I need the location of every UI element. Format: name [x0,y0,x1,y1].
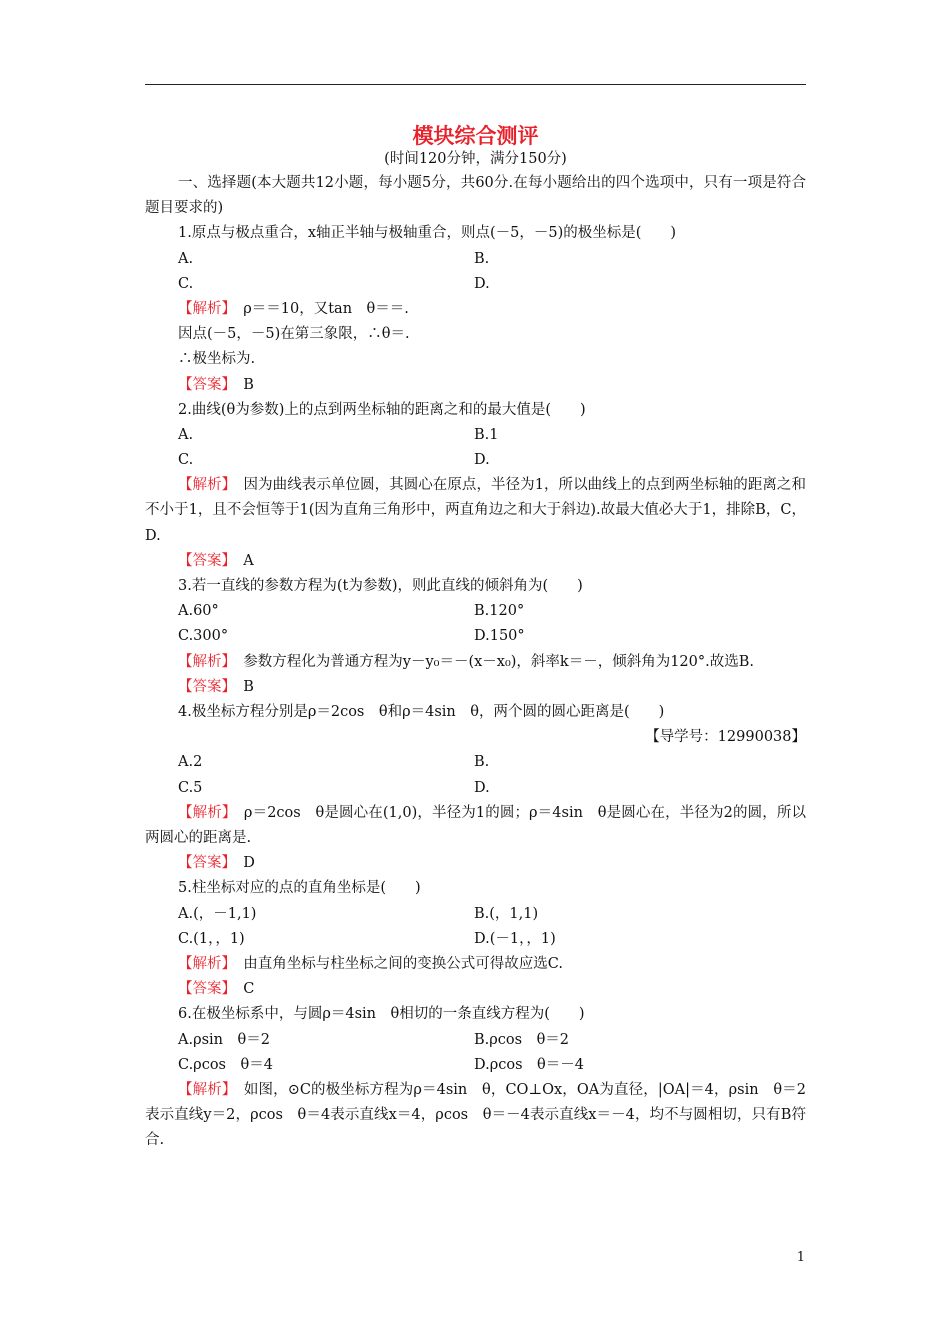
analysis-text: ρ＝2cos θ是圆心在(1,0)，半径为1的圆；ρ＝4sin θ是圆心在，半径为2的圆，所以两圆心的距离是. [145,804,807,846]
question-4-stem: 4.极坐标方程分别是ρ＝2cos θ和ρ＝4sin θ，两个圆的圆心距离是( ) [178,704,665,721]
question-5-analysis [145,952,806,977]
answer-value: B [243,376,254,393]
question-2-answer [145,549,806,574]
answer-value: C [243,981,255,998]
question-6-options-row-1 [145,1028,806,1053]
question-1-stem: 1.原点与极点重合，x轴正半轴与极轴重合，则点(－5，－5)的极坐标是( ) [178,225,677,242]
question-2-stem: 2.曲线(θ为参数)上的点到两坐标轴的距离之和的最大值是( ) [178,401,586,418]
option-c: C. [178,275,194,292]
question-3-options-row-2 [145,624,806,649]
analysis-text: 因为曲线表示单位圆，其圆心在原点，半径为1，所以曲线上的点到两坐标轴的距离之和不小于1，且不会恒等于1(因为直角三角形中，两直角边之和大于斜边).故最大值必大于1，排除B，C，D. [145,477,806,544]
question-1-analysis [145,297,806,322]
question-3-options-row-1 [145,599,806,624]
analysis-text: 由直角坐标与柱坐标之间的变换公式可得故应选C. [243,955,563,972]
analysis-text: ρ＝＝10，又tan θ＝＝. [243,300,409,317]
question-2-options-row-1 [145,423,806,448]
option-a: A. [178,426,194,443]
answer-tag: 【答案】 [178,678,229,695]
option-a: A. [178,250,194,267]
analysis-tag: 【解析】 [178,653,229,670]
option-a: A.60° [178,603,219,620]
answer-tag: 【答案】 [178,855,229,872]
option-c: C. [178,452,194,469]
option-d: D.(－1，，1) [474,930,556,947]
question-3-stem: 3.若一直线的参数方程为(t为参数)，则此直线的倾斜角为( ) [178,578,583,595]
option-c: C.ρcos θ＝4 [178,1056,273,1073]
option-a: A.2 [178,754,203,771]
question-1-analysis-line-3: ∴极坐标为. [178,351,256,368]
analysis-tag: 【解析】 [178,1081,230,1098]
option-a: A.ρsin θ＝2 [178,1031,270,1048]
option-d: D. [474,275,490,292]
answer-value: B [243,678,254,695]
option-b: B.(，1,1) [474,905,539,922]
option-b: B.1 [474,426,499,443]
page-number: 1 [796,1250,805,1265]
question-6-options-row-2 [145,1053,806,1078]
document-body [145,123,806,1153]
question-3-answer [145,675,806,700]
question-5-options-row-1 [145,902,806,927]
question-6-analysis [145,1078,806,1154]
answer-value: A [243,552,254,569]
question-5-stem: 5.柱坐标对应的点的直角坐标是( ) [178,880,421,897]
answer-tag: 【答案】 [178,552,229,569]
question-1-answer [145,373,806,398]
analysis-text: 参数方程化为普通方程为y－y₀＝－(x－x₀)，斜率k＝－，倾斜角为120°.故选B. [243,653,755,670]
page-subtitle: (时间120分钟，满分150分) [384,151,567,167]
option-b: B. [474,250,490,267]
option-c: C.5 [178,779,203,796]
answer-tag: 【答案】 [178,376,229,393]
option-d: D. [474,452,490,469]
question-4-answer [145,851,806,876]
question-2-analysis [145,473,806,549]
option-b: B.ρcos θ＝2 [474,1031,570,1048]
header-rule [145,84,806,85]
question-3-analysis [145,650,806,675]
question-4-options-row-1 [145,750,806,775]
option-c: C.300° [178,628,229,645]
analysis-tag: 【解析】 [178,955,229,972]
question-6-stem: 6.在极坐标系中，与圆ρ＝4sin θ相切的一条直线方程为( ) [178,1006,585,1023]
question-5-options-row-2 [145,927,806,952]
option-b: B.120° [474,603,525,620]
analysis-tag: 【解析】 [178,804,230,821]
question-2-options-row-2 [145,448,806,473]
option-a: A.(，－1,1) [178,905,257,922]
question-1-analysis-line-2: 因点(－5，－5)在第三象限，∴θ＝. [178,326,410,343]
option-b: B. [474,754,490,771]
option-d: D.150° [474,628,525,645]
analysis-tag: 【解析】 [178,300,229,317]
analysis-text: 如图，⊙C的极坐标方程为ρ＝4sin θ，CO⊥Ox，OA为直径，|OA|＝4，ρsin θ＝2表示直线y＝2，ρcos θ＝4表示直线x＝4，ρcos θ＝－4表示直线x＝－4，均不与圆相切，只有B符合. [145,1081,807,1149]
option-d: D.ρcos θ＝－4 [474,1056,584,1073]
section-intro: 一、选择题(本大题共12小题，每小题5分，共60分.在每小题给出的四个选项中，只有一项是符合题目要求的) [145,175,806,217]
question-5-answer [145,977,806,1002]
page-title: 模块综合测评 [412,123,539,148]
analysis-tag: 【解析】 [178,477,229,494]
answer-tag: 【答案】 [178,981,229,998]
question-1-options-row-1 [145,247,806,272]
question-4-options-row-2 [145,776,806,801]
question-1-options-row-2 [145,272,806,297]
question-4-reference-number: 【导学号：12990038】 [645,729,806,746]
option-d: D. [474,779,490,796]
option-c: C.(1，，1) [178,930,245,947]
question-4-analysis [145,801,806,851]
answer-value: D [243,855,255,872]
